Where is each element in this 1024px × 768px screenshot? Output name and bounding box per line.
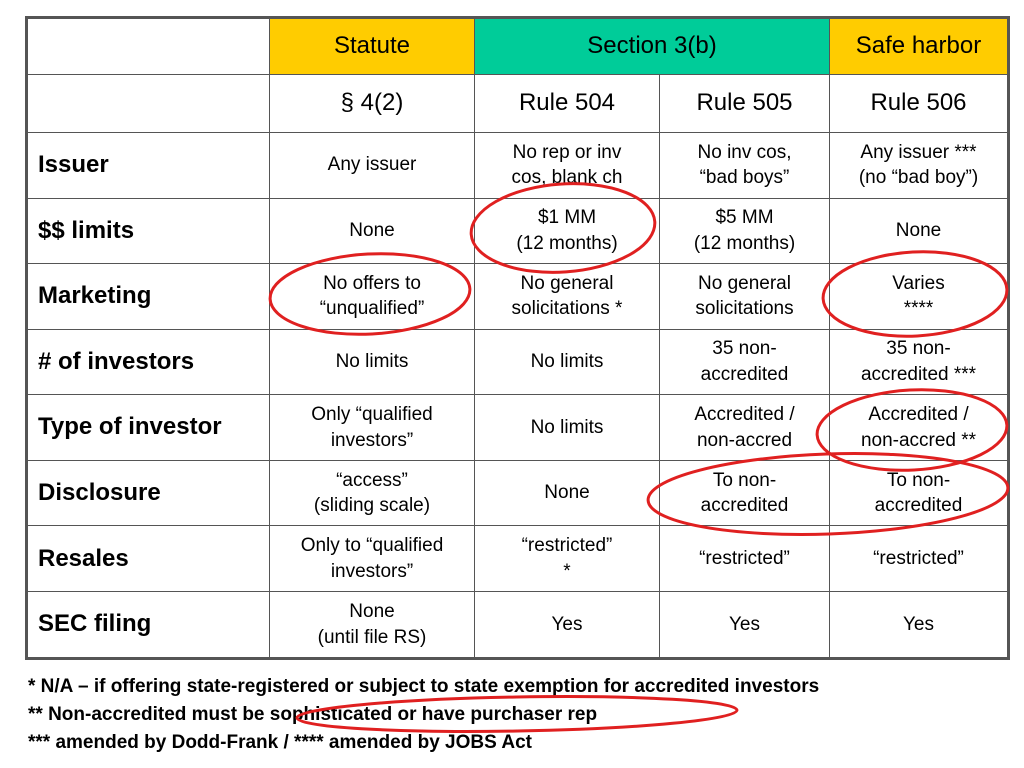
table-cell: Yes <box>475 592 660 659</box>
header-row-category <box>27 18 1009 75</box>
table-cell: $1 MM (12 months) <box>475 198 660 264</box>
row-label: Resales <box>27 526 270 592</box>
header-rule-505: Rule 505 <box>660 75 830 133</box>
table-cell: No rep or inv cos, blank ch <box>475 133 660 199</box>
header-row-rules <box>27 75 1009 133</box>
table-row <box>27 395 1009 461</box>
header-rule-506: Rule 506 <box>830 75 1009 133</box>
table-cell: $5 MM (12 months) <box>660 198 830 264</box>
header-corner-cell <box>27 75 270 133</box>
table-row <box>27 133 1009 199</box>
table-row <box>27 329 1009 395</box>
footnote: * N/A – if offering state-registered or subject to state exemption for accredited investors <box>28 676 820 697</box>
row-label: Type of investor <box>27 395 270 461</box>
header-safe-harbor: Safe harbor <box>830 18 1009 75</box>
table-cell: Yes <box>660 592 830 659</box>
header-rule-504: Rule 504 <box>475 75 660 133</box>
footnote: ** Non-accredited must be sophisticated or have purchaser rep <box>28 704 598 725</box>
table-cell: Accredited / non-accred ** <box>830 395 1009 461</box>
table-row <box>27 592 1009 659</box>
table-cell: Only “qualified investors” <box>270 395 475 461</box>
header-corner-cell <box>27 18 270 75</box>
table-cell: No general solicitations * <box>475 264 660 330</box>
table-cell: To non- accredited <box>660 460 830 526</box>
footnotes <box>28 673 1008 757</box>
comparison-table <box>25 16 1010 660</box>
table-cell: No general solicitations <box>660 264 830 330</box>
table-cell: No limits <box>475 329 660 395</box>
table-cell: “restricted” <box>830 526 1009 592</box>
table-cell: None <box>475 460 660 526</box>
table-cell: Any issuer <box>270 133 475 199</box>
table-cell: “restricted” * <box>475 526 660 592</box>
row-label: Marketing <box>27 264 270 330</box>
table-cell: No offers to “unqualified” <box>270 264 475 330</box>
footnote: *** amended by Dodd-Frank / **** amended by JOBS Act <box>28 732 532 753</box>
table-row <box>27 264 1009 330</box>
table-cell: 35 non- accredited <box>660 329 830 395</box>
table-cell: “access” (sliding scale) <box>270 460 475 526</box>
table-cell: No limits <box>270 329 475 395</box>
table-cell: None <box>830 198 1009 264</box>
header-statute: Statute <box>270 18 475 75</box>
table-cell: 35 non- accredited *** <box>830 329 1009 395</box>
table-cell: Varies **** <box>830 264 1009 330</box>
table-row <box>27 526 1009 592</box>
row-label: Issuer <box>27 133 270 199</box>
table-cell: “restricted” <box>660 526 830 592</box>
table-cell: No inv cos, “bad boys” <box>660 133 830 199</box>
table-cell: To non- accredited <box>830 460 1009 526</box>
table-cell: None <box>270 198 475 264</box>
table-cell: Any issuer *** (no “bad boy”) <box>830 133 1009 199</box>
table-cell: None (until file RS) <box>270 592 475 659</box>
table-cell: Only to “qualified investors” <box>270 526 475 592</box>
header-rule-4-2: § 4(2) <box>270 75 475 133</box>
table-row <box>27 198 1009 264</box>
table-cell: Yes <box>830 592 1009 659</box>
row-label: $$ limits <box>27 198 270 264</box>
table-cell: Accredited / non-accred <box>660 395 830 461</box>
row-label: # of investors <box>27 329 270 395</box>
header-section-3b: Section 3(b) <box>475 18 830 75</box>
row-label: SEC filing <box>27 592 270 659</box>
table-row <box>27 460 1009 526</box>
row-label: Disclosure <box>27 460 270 526</box>
table-cell: No limits <box>475 395 660 461</box>
